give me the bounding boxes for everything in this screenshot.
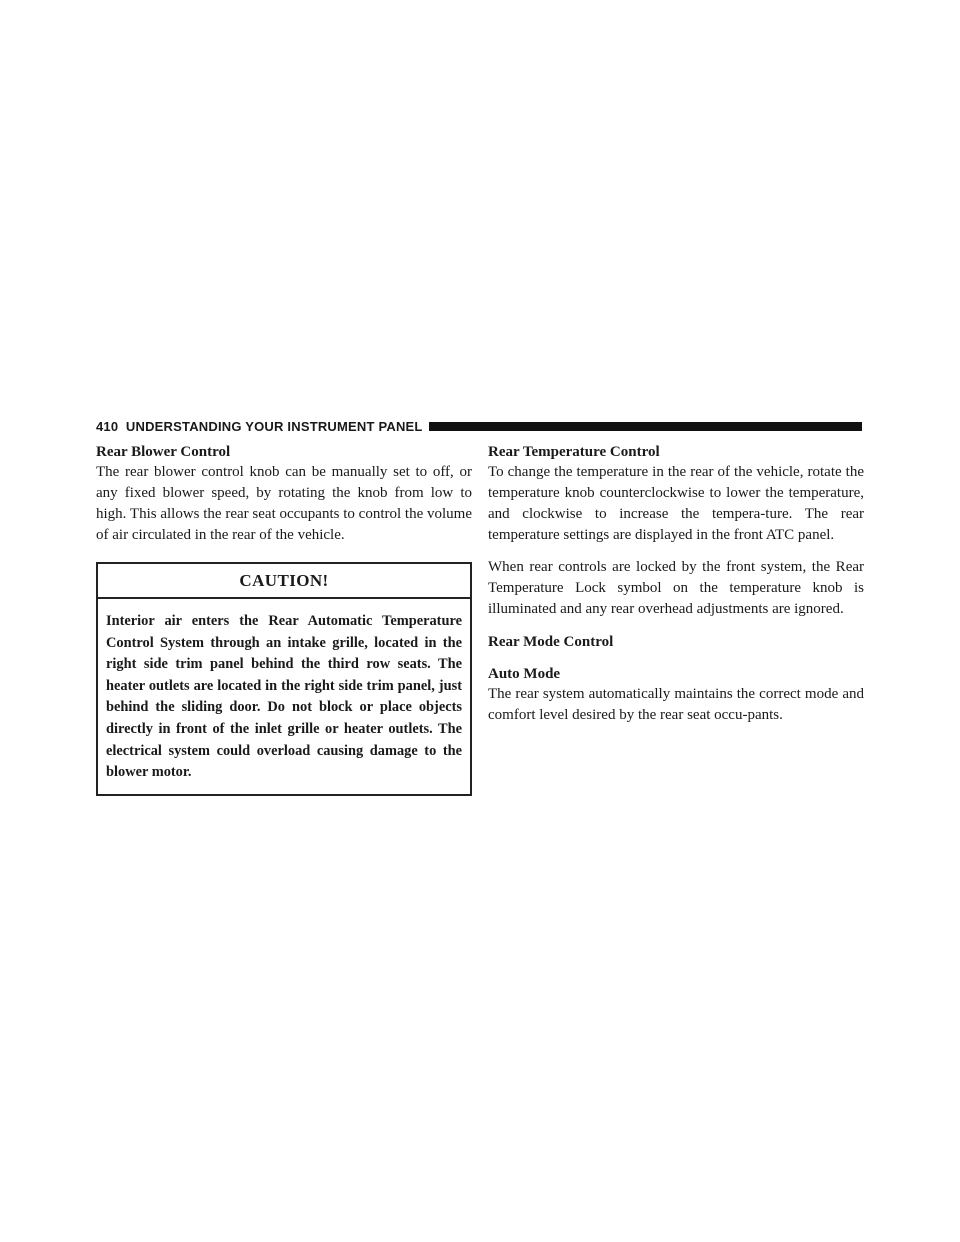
rear-temperature-heading: Rear Temperature Control — [488, 444, 660, 460]
rear-temperature-lock-paragraph: When rear controls are locked by the front system, the Rear Temperature Lock symbol on the temperature knob is illuminated and any rear overhead adjustments are ignored. — [488, 559, 864, 617]
caution-body: Interior air enters the Rear Automatic Temperature Control System through an intake grille, located in the right side trim panel behind the third row seats. The heater outlets are located in the right side trim panel, just behind the sliding door. Do not block or place objects directly in front of the inlet grille or heater outlets. The electrical system could overload causing damage to the blower motor. — [106, 613, 462, 781]
rear-blower-heading: Rear Blower Control — [96, 444, 231, 460]
left-column — [96, 442, 472, 796]
caution-box — [96, 562, 472, 796]
caution-title: CAUTION! — [98, 564, 470, 599]
section-title: UNDERSTANDING YOUR INSTRUMENT PANEL — [125, 419, 423, 434]
rear-mode-heading: Rear Mode Control — [488, 634, 614, 650]
rear-blower-paragraph: The rear blower control knob can be manually set to off, or any fixed blower speed, by rotating the knob from low to high. This allows the rear seat occupants to control the volume of air circulated in the rear of the vehicle. — [96, 464, 472, 543]
auto-mode-heading: Auto Mode — [488, 666, 561, 682]
page-header-label — [96, 418, 429, 436]
page-header — [96, 418, 862, 436]
auto-mode-paragraph: The rear system automatically maintains the correct mode and comfort level desired by the rear seat occu-pants. — [488, 686, 864, 723]
page-number: 410 — [96, 419, 119, 434]
right-column — [488, 442, 864, 726]
rear-temperature-paragraph: To change the temperature in the rear of the vehicle, rotate the temperature knob counterclockwise to lower the temperature, and clockwise to increase the tempera-ture. The rear temperature settings are displayed in the front ATC panel. — [488, 464, 864, 543]
